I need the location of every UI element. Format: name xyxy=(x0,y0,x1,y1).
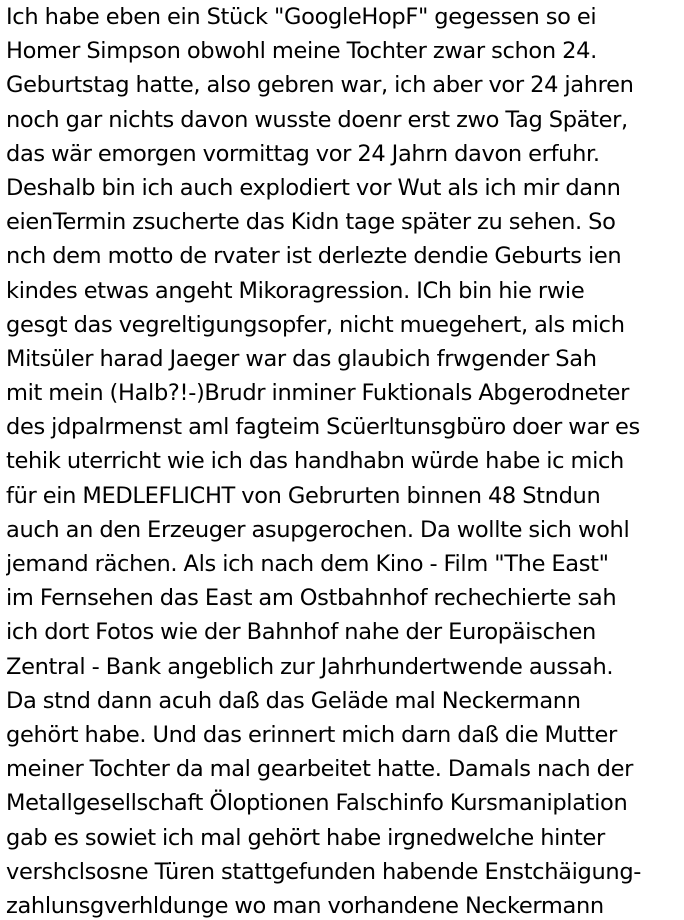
text-line-6: Deshalb bin ich auch explodiert vor Wut als ich mir dann xyxy=(6,174,621,201)
text-line-3: Geburtstag hatte, also gebren war, ich aber vor 24 jahren xyxy=(6,72,634,99)
text-line-5: das wär emorgen vormittag vor 24 Jahrn davon erfuhr. xyxy=(6,140,600,167)
text-line-14: tehik uterricht wie ich das handhabn würde habe ic mich xyxy=(6,448,624,475)
text-line-19: ich dort Fotos wie der Bahnhof nahe der Europäischen xyxy=(6,619,596,646)
text-line-24: Metallgesellschaft Öloptionen Falschinfo Kursmaniplation xyxy=(6,790,628,817)
text-line-12: mit mein (Halb?!-)Brudr inminer Fuktionals Abgerodneter xyxy=(6,380,630,407)
text-line-20: Zentral - Bank angeblich zur Jahrhundertwende aussah. xyxy=(6,653,614,680)
text-line-26: vershclsosne Türen stattgefunden habende Enstchäigung- xyxy=(6,858,642,885)
text-line-18: im Fernsehen das East am Ostbahnhof rechechierte sah xyxy=(6,585,617,612)
text-line-23: meiner Tochter da mal gearbeitet hatte. Damals nach der xyxy=(6,756,634,783)
text-line-27: zahlunsgverhldunge wo man vorhandene Neckermann xyxy=(6,892,604,919)
text-line-9: kindes etwas angeht Mikoragression. ICh bin hie rwie xyxy=(6,277,585,304)
text-line-13: des jdpalrmenst aml fagteim Scüerltunsgbüro doer war es xyxy=(6,414,640,441)
text-line-7: eienTermin zsucherte das Kidn tage später zu sehen. So xyxy=(6,209,616,236)
text-line-16: auch an den Erzeuger asupgerochen. Da wollte sich wohl xyxy=(6,516,630,543)
text-line-22: gehört habe. Und das erinnert mich darn daß die Mutter xyxy=(6,721,617,748)
text-line-21: Da stnd dann acuh daß das Geläde mal Neckermann xyxy=(6,687,581,714)
text-line-25: gab es sowiet ich mal gehört habe irgnedwelche hinter xyxy=(6,824,605,851)
text-line-2: Homer Simpson obwohl meine Tochter zwar schon 24. xyxy=(6,38,597,65)
text-line-17: jemand rächen. Als ich nach dem Kino - Film "The East" xyxy=(6,551,609,577)
text-line-10: gesgt das vegreltigungsopfer, nicht muegehert, als mich xyxy=(6,311,625,338)
text-line-8: nch dem motto de rvater ist derlezte dendie Geburts ien xyxy=(6,243,622,270)
text-line-15: für ein MEDLEFLICHT von Gebrurten binnen 48 Stndun xyxy=(6,482,601,509)
document-page xyxy=(6,0,684,920)
text-line-11: Mitsüler harad Jaeger war das glaubich frwgender Sah xyxy=(6,345,597,372)
text-line-4: noch gar nichts davon wusste doenr erst zwo Tag Später, xyxy=(6,106,628,133)
text-line-1: Ich habe eben ein Stück "GoogleHopF" gegessen so ei xyxy=(6,4,597,30)
